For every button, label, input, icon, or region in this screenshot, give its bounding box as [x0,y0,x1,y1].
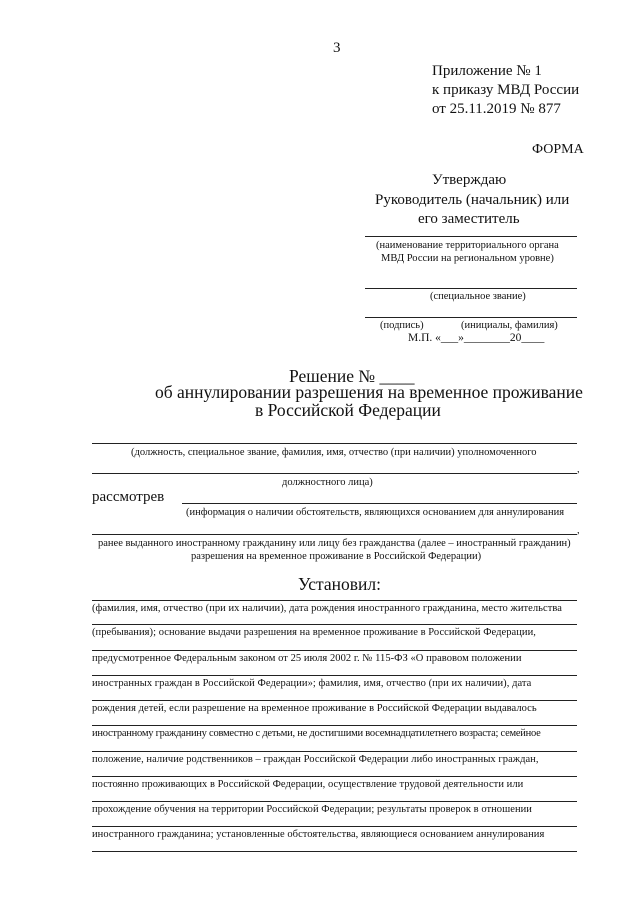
considered-field-line [182,503,577,504]
established-field-line [92,851,577,852]
decision-title: Решение № ____ [289,366,415,386]
established-field-line [92,675,577,676]
signature-field-line [365,317,577,318]
established-line: постоянно проживающих в Российской Федерации, осуществление трудовой деятельности или [92,779,524,790]
rank-caption: (специальное звание) [430,291,526,302]
established-line: рождения детей, если разрешение на временное проживание в Российской Федерации выдавалось [92,703,537,714]
established-heading: Установил: [298,574,382,594]
established-field-line [92,776,577,777]
considered-comma: , [577,525,580,536]
established-field-line [92,600,577,601]
official-caption-1: (должность, специальное звание, фамилия, имя, отчество (при наличии) уполномоченного [131,447,537,458]
rank-field-line [365,288,577,289]
established-field-line [92,650,577,651]
established-line: иностранных граждан в Российской Федерации»; фамилия, имя, отчество (при их наличии), дата [92,678,532,689]
org-name-field-line [365,236,577,237]
established-line: предусмотренное Федеральным законом от 25 июля 2002 г. № 115-ФЗ «О правовом положении [92,653,522,664]
established-line: (пребывания); основание выдачи разрешения на временное проживание в Российской Федерации, [92,627,536,638]
decision-subtitle-2: в Российской Федерации [255,400,441,420]
appendix-line-1: Приложение № 1 [432,63,542,79]
org-name-caption-1: (наименование территориального органа [376,240,559,251]
established-field-line [92,826,577,827]
approval-line-1: Руководитель (начальник) или [375,192,570,208]
org-name-caption-2: МВД России на региональном уровне) [381,253,554,264]
official-comma: , [577,464,580,475]
initials-caption: (инициалы, фамилия) [461,320,558,331]
stamp-date: М.П. «___»________20____ [408,332,545,344]
page-number: 3 [333,40,341,56]
established-field-line [92,725,577,726]
established-field-line [92,700,577,701]
considered-caption: (информация о наличии обстоятельств, являющихся основанием для аннулирования [186,507,565,518]
established-line: иностранному гражданину совместно с детьми, не достигшими восемнадцатилетнего возраста; семейное [92,728,541,739]
decision-subtitle-1: об аннулировании разрешения на временное проживание [155,382,583,402]
established-line: иностранного гражданина; установленные обстоятельства, являющиеся основанием аннулирования [92,829,545,840]
appendix-line-2: к приказу МВД России [432,82,580,98]
established-field-line [92,751,577,752]
official-field-line-2 [92,473,577,474]
established-field-line [92,801,577,802]
form-label: ФОРМА [532,142,584,157]
established-line: (фамилия, имя, отчество (при их наличии), дата рождения иностранного гражданина, место жительства [92,603,562,614]
considered-label: рассмотрев [92,489,165,505]
approval-title: Утверждаю [432,172,507,188]
approval-line-2: его заместитель [418,211,520,227]
considered-caption-2: ранее выданного иностранному гражданину или лицу без гражданства (далее – иностранный гражданин) [98,538,571,549]
considered-caption-3: разрешения на временное проживание в Российской Федерации) [191,551,482,562]
considered-field-line-2 [92,534,577,535]
established-line: положение, наличие родственников – граждан Российской Федерации либо иностранных граждан, [92,754,539,765]
appendix-line-3: от 25.11.2019 № 877 [432,101,561,117]
official-caption-2: должностного лица) [282,477,373,488]
official-field-line [92,443,577,444]
established-line: прохождение обучения на территории Российской Федерации; результаты проверок в отношении [92,804,532,815]
established-field-line [92,624,577,625]
signature-caption: (подпись) [380,320,424,331]
